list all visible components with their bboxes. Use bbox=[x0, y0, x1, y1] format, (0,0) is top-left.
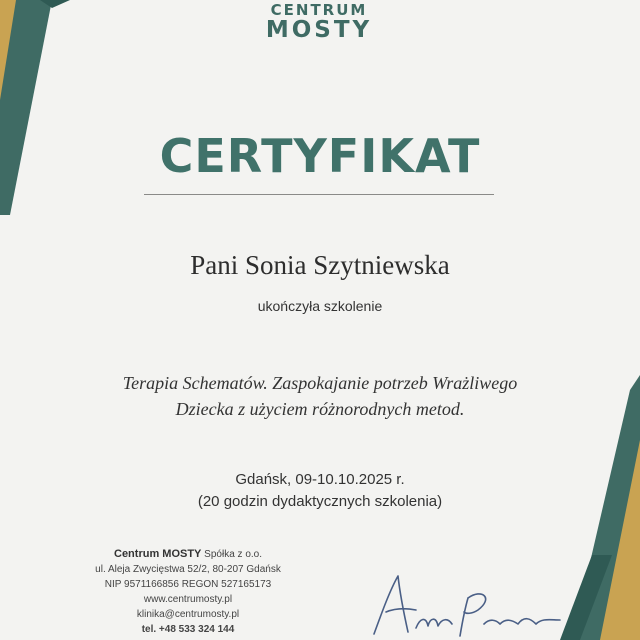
course-title-line1: Terapia Schematów. Zaspokajanie potrzeb Wrażliwego bbox=[122, 373, 518, 393]
certificate-title: CERTYFIKAT bbox=[159, 129, 481, 183]
event-details bbox=[0, 469, 640, 513]
recipient-name: Pani Sonia Szytniewska bbox=[190, 250, 450, 280]
company-name: Centrum MOSTY bbox=[114, 548, 202, 560]
event-place-date: Gdańsk, 09-10.10.2025 r. bbox=[235, 471, 405, 488]
company-website[interactable]: www.centrumosty.pl bbox=[143, 594, 233, 605]
signature bbox=[368, 568, 568, 640]
course-title bbox=[0, 370, 640, 422]
logo bbox=[262, 0, 376, 42]
title-divider bbox=[144, 194, 494, 195]
company-type: Spółka z o.o. bbox=[201, 549, 262, 560]
company-info bbox=[80, 547, 296, 637]
course-title-line2: Dziecka z użyciem różnorodnych metod. bbox=[175, 399, 465, 419]
event-hours: (20 godzin dydaktycznych szkolenia) bbox=[197, 493, 443, 510]
logo-line2: MOSTY bbox=[265, 17, 373, 43]
company-name-line bbox=[80, 547, 296, 562]
company-registry: NIP 9571166856 REGON 527165173 bbox=[104, 579, 272, 590]
company-phone: tel. +48 533 324 144 bbox=[141, 624, 235, 635]
completed-text: ukończyła szkolenie bbox=[257, 298, 383, 314]
company-address: ul. Aleja Zwycięstwa 52/2, 80-207 Gdańsk bbox=[95, 564, 281, 575]
logo-line1: CENTRUM bbox=[270, 1, 368, 19]
company-email[interactable]: klinika@centrumosty.pl bbox=[136, 609, 240, 620]
